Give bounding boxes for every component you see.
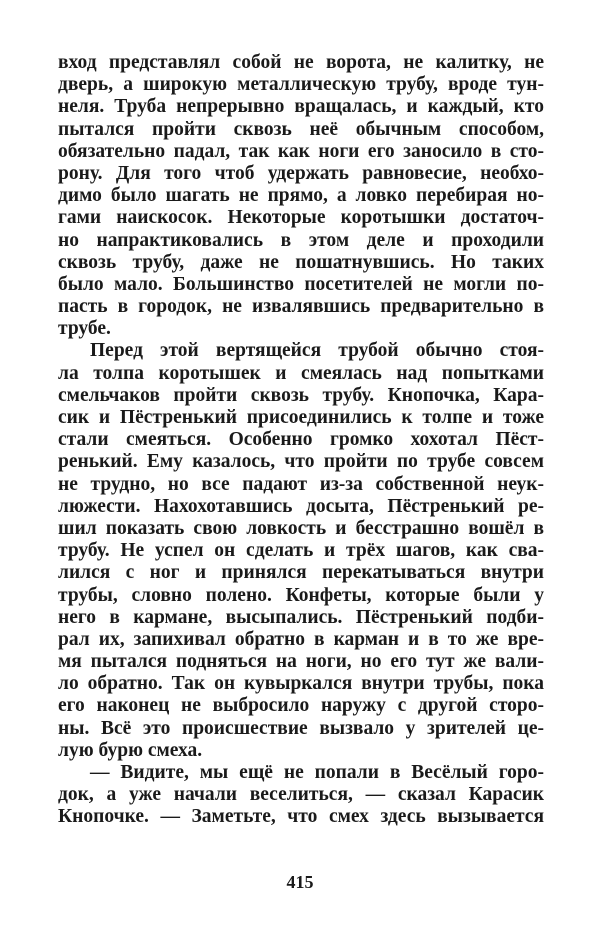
text-line: обязательно падал, так как ноги его заносило в сто- <box>58 140 544 162</box>
paragraph <box>58 762 544 829</box>
text-line: трубе. <box>58 318 111 340</box>
text-line: лую бурю смеха. <box>58 739 203 761</box>
text-line: рону. Для того чтоб удержать равновесие, необхо- <box>58 162 544 184</box>
paragraph <box>58 340 544 762</box>
text-line: дверь, а широкую металлическую трубу, вроде тун- <box>58 74 544 96</box>
text-line: смельчаков пройти сквозь трубу. Кнопочка, Кара- <box>58 384 544 406</box>
text-line: ла толпа коротышек и смеялась над попытками <box>58 362 544 384</box>
text-line: — Видите, мы ещё не попали в Весёлый горо- <box>90 762 544 783</box>
book-page-text <box>58 52 544 829</box>
page-number: 415 <box>286 872 314 892</box>
text-line: лился с ног и принялся перекатываться внутри <box>58 562 544 584</box>
text-line: димо было шагать не прямо, а ловко перебирая но- <box>58 185 544 207</box>
paragraph <box>58 52 544 340</box>
text-line: трубы, словно полено. Конфеты, которые были у <box>58 584 544 606</box>
text-line: пасть в городок, не извалявшись предварительно в <box>58 296 544 318</box>
text-line: ренький. Ему казалось, что пройти по трубе совсем <box>58 451 544 473</box>
text-line: вход представлял собой не ворота, не калитку, не <box>58 52 544 73</box>
text-line: было мало. Большинство посетителей не могли по- <box>58 273 544 295</box>
text-line: Кнопочке. — Заметьте, что смех здесь вызывается <box>58 806 544 828</box>
text-line: трубу. Не успел он сделать и трёх шагов, как сва- <box>58 540 544 562</box>
text-line: ны. Всё это происшествие вызвало у зрителей це- <box>58 717 544 739</box>
text-line: не трудно, но все падают из-за собственной неук- <box>58 473 544 495</box>
text-line: него в кармане, высыпались. Пёстренький подби- <box>58 606 544 628</box>
text-line: пытался пройти сквозь неё обычным способом, <box>58 118 544 140</box>
text-line: Перед этой вертящейся трубой обычно стоя- <box>90 340 544 362</box>
text-line: сквозь трубу, даже не пошатнувшись. Но таких <box>58 251 544 273</box>
text-line: неля. Труба непрерывно вращалась, и каждый, кто <box>58 96 544 118</box>
text-line: люжести. Нахохотавшись досыта, Пёстренький ре- <box>58 495 544 517</box>
text-line: сик и Пёстренький присоединились к толпе и тоже <box>58 407 544 428</box>
text-line: ло обратно. Так он кувыркался внутри трубы, пока <box>58 673 544 695</box>
text-line: стали смеяться. Особенно громко хохотал Пёст- <box>58 429 544 451</box>
text-line: мя пытался подняться на ноги, но его тут же вали- <box>58 651 544 673</box>
text-line: его наконец не выбросило наружу с другой сторо- <box>58 695 544 717</box>
text-line: док, а уже начали веселиться, — сказал Карасик <box>58 784 544 806</box>
text-line: шил показать свою ловкость и бесстрашно вошёл в <box>58 517 544 539</box>
text-line: рал их, запихивал обратно в карман и в то же вре- <box>58 628 544 650</box>
text-line: но напрактиковались в этом деле и проходили <box>58 229 544 251</box>
text-line: гами наискосок. Некоторые коротышки достаточ- <box>58 207 544 229</box>
